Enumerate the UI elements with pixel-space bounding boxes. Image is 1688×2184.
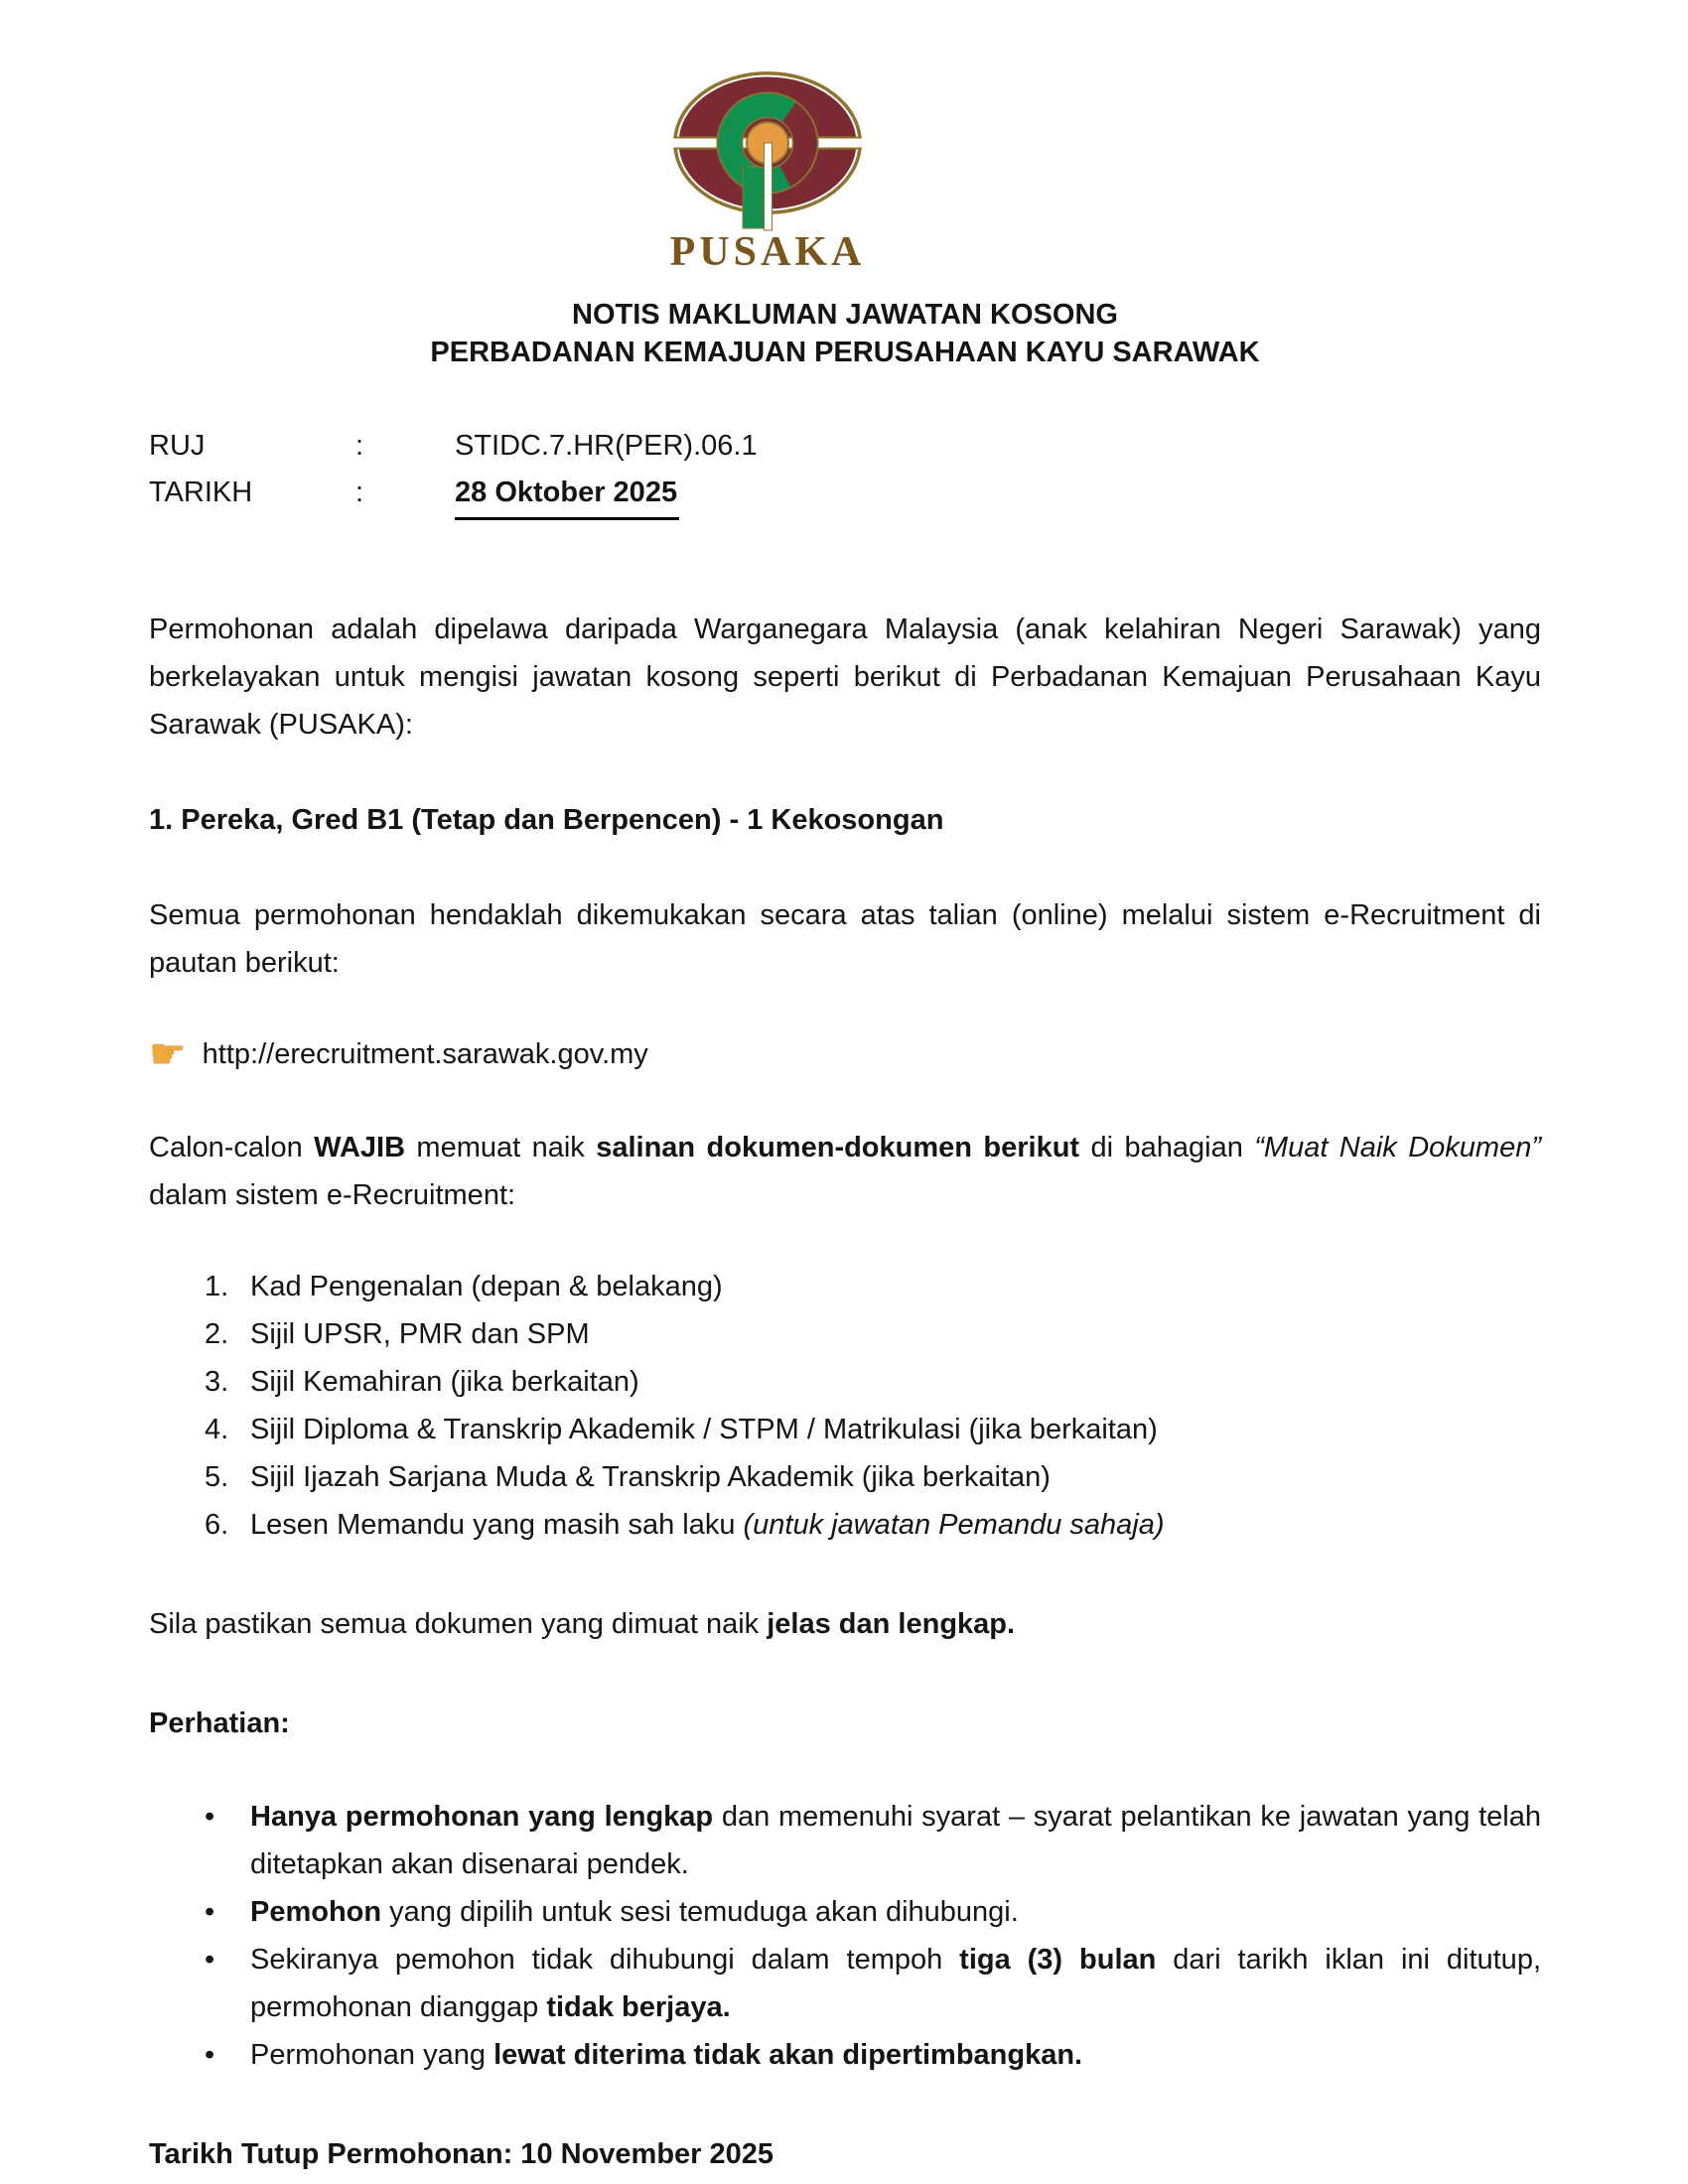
note-text: Permohonan yang lewat diterima tidak akan dipertimbangkan. <box>250 2039 1083 2071</box>
note-text: Sekiranya pemohon tidak dihubungi dalam tempoh tiga (3) bulan dari tarikh iklan ini ditutup, permohonan dianggap tidak berjaya. <box>250 1944 1541 2023</box>
intro-paragraph: Permohonan adalah dipelawa daripada Warganegara Malaysia (anak kelahiran Negeri Sarawak) yang berkelayakan untuk mengisi jawatan kosong seperti berikut di Perbadanan Kemajuan Perusahaan Kayu Sarawak (PUSAKA): <box>149 614 1541 741</box>
note-item <box>149 1888 1541 1936</box>
list-item <box>149 1453 1541 1501</box>
list-item-text: Lesen Memandu yang masih sah laku (untuk jawatan Pemandu sahaja) <box>250 1509 1165 1541</box>
tarikh-value-text: 28 Oktober 2025 <box>455 470 679 520</box>
document-list <box>149 1263 1541 1549</box>
list-item-text: Sijil Ijazah Sarjana Muda & Transkrip Akademik (jika berkaitan) <box>250 1461 1051 1493</box>
notes-list <box>149 1793 1541 2079</box>
list-item-text: Sijil UPSR, PMR dan SPM <box>250 1318 590 1350</box>
note-item <box>149 1936 1541 2031</box>
recruitment-link-row <box>149 1030 1541 1078</box>
note-item <box>149 2031 1541 2079</box>
tarikh-value <box>455 470 1541 520</box>
bullet-icon: • <box>205 1801 215 1833</box>
title-line-1: NOTIS MAKLUMAN JAWATAN KOSONG <box>572 299 1118 331</box>
list-item <box>149 1358 1541 1406</box>
list-item-number: 4. <box>205 1414 229 1445</box>
ruj-label: RUJ <box>149 430 206 462</box>
pusaka-logo <box>668 69 867 276</box>
title-line-2: PERBADANAN KEMAJUAN PERUSAHAAN KAYU SARAWAK <box>430 337 1260 368</box>
attention-heading: Perhatian: <box>149 1707 290 1739</box>
list-item <box>149 1263 1541 1310</box>
tarikh-label: TARIKH <box>149 477 253 508</box>
list-item-number: 2. <box>205 1318 229 1350</box>
pointing-hand-icon: ☛ <box>149 1029 187 1078</box>
list-item <box>149 1310 1541 1358</box>
list-item <box>149 1501 1541 1549</box>
vacancy-heading: 1. Pereka, Gred B1 (Tetap dan Berpencen) - 1 Kekosongan <box>149 804 944 836</box>
list-item-number: 1. <box>205 1271 229 1302</box>
list-item-text: Kad Pengenalan (depan & belakang) <box>250 1271 723 1302</box>
note-text: Hanya permohonan yang lengkap dan memenuhi syarat – syarat pelantikan ke jawatan yang telah ditetapkan akan disenarai pendek. <box>250 1801 1541 1880</box>
bullet-icon: • <box>205 2039 215 2071</box>
tarikh-colon: : <box>355 477 364 508</box>
document-title <box>149 296 1541 371</box>
list-item-number: 5. <box>205 1461 229 1493</box>
list-item-number: 6. <box>205 1509 229 1541</box>
bullet-icon: • <box>205 1896 215 1928</box>
bullet-icon: • <box>205 1944 215 1976</box>
list-item <box>149 1406 1541 1453</box>
pusaka-wordmark: PUSAKA <box>669 229 866 275</box>
ruj-value: STIDC.7.HR(PER).06.1 <box>455 430 758 462</box>
date-row <box>149 470 1541 520</box>
submission-paragraph: Semua permohonan hendaklah dikemukakan secara atas talian (online) melalui sistem e-Recruitment di pautan berikut: <box>149 899 1541 979</box>
reference-row <box>149 423 1541 470</box>
list-item-text: Sijil Diploma & Transkrip Akademik / STPM / Matrikulasi (jika berkaitan) <box>250 1414 1158 1445</box>
list-item-number: 3. <box>205 1366 229 1398</box>
closing-date: Tarikh Tutup Permohonan: 10 November 2025 <box>149 2138 774 2170</box>
ensure-note: Sila pastikan semua dokumen yang dimuat naik jelas dan lengkap. <box>149 1608 1016 1640</box>
note-item <box>149 1793 1541 1888</box>
pusaka-logo-icon <box>668 69 867 234</box>
ruj-colon: : <box>355 430 364 462</box>
list-item-text: Sijil Kemahiran (jika berkaitan) <box>250 1366 639 1398</box>
recruitment-link[interactable]: http://erecruitment.sarawak.gov.my <box>202 1038 648 1070</box>
upload-instruction: Calon-calon WAJIB memuat naik salinan dokumen-dokumen berikut di bahagian “Muat Naik Dokumen” dalam sistem e-Recruitment: <box>149 1132 1541 1211</box>
note-text: Pemohon yang dipilih untuk sesi temuduga akan dihubungi. <box>250 1896 1019 1928</box>
reference-block <box>149 423 1541 520</box>
